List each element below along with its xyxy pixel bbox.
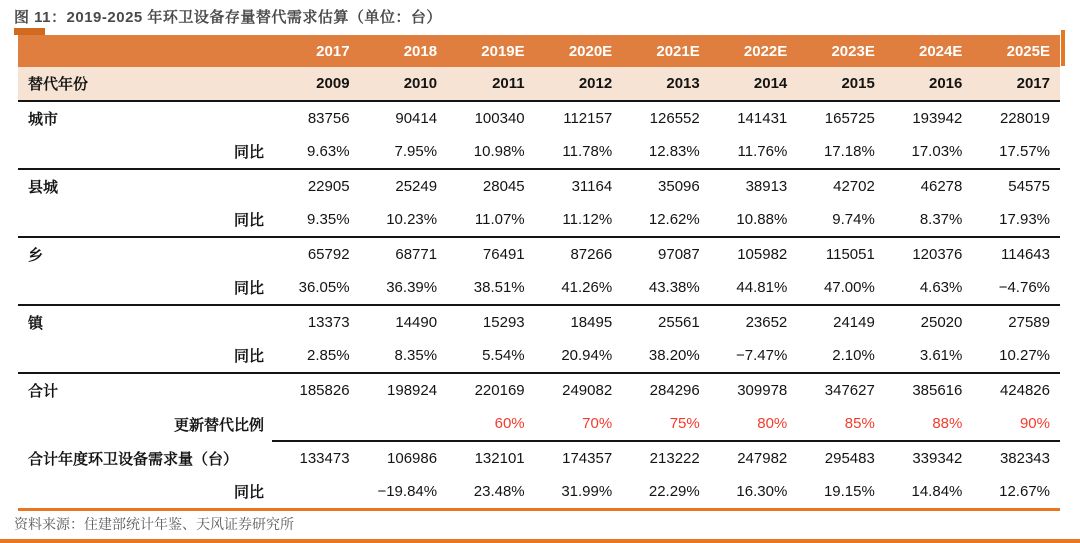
value-cell: 17.57% xyxy=(972,135,1060,169)
value-cell: 126552 xyxy=(649,110,700,127)
value-cell: 284296 xyxy=(649,382,700,399)
value-cell: 16.30% xyxy=(710,475,798,510)
value-cell: 65792 xyxy=(307,246,350,263)
replacement-year-row xyxy=(18,67,1060,101)
value-cell xyxy=(272,407,360,441)
value-cell: 5.54% xyxy=(447,339,535,373)
replacement-year-label: 替代年份 xyxy=(18,67,272,101)
year-header-cell: 2021E xyxy=(622,35,710,67)
value-cell: 36.39% xyxy=(360,271,448,305)
table-row xyxy=(18,169,1060,203)
value-cell: 385616 xyxy=(912,382,963,399)
value-cell: 309978 xyxy=(737,382,788,399)
table-top-right-accent xyxy=(1061,30,1065,66)
value-cell: 9.74% xyxy=(797,203,885,237)
table-row xyxy=(18,237,1060,271)
value-cell: 11.12% xyxy=(535,203,623,237)
value-cell: 75% xyxy=(622,407,710,441)
value-cell: 85% xyxy=(797,407,885,441)
value-cell: 87266 xyxy=(570,246,613,263)
value-cell: 198924 xyxy=(387,382,438,399)
value-cell: 12.67% xyxy=(972,475,1060,510)
value-cell: 43.38% xyxy=(622,271,710,305)
value-cell: 27589 xyxy=(1008,314,1050,331)
value-cell: 339342 xyxy=(912,450,963,467)
value-cell: −19.84% xyxy=(360,475,448,510)
table-row xyxy=(18,101,1060,135)
value-cell: 19.15% xyxy=(797,475,885,510)
value-cell: 17.18% xyxy=(797,135,885,169)
value-cell: 60% xyxy=(447,407,535,441)
value-cell: 120376 xyxy=(912,246,963,263)
replacement-year-cell: 2016 xyxy=(885,67,973,101)
year-header-cell: 2017 xyxy=(272,35,360,67)
value-cell: 7.95% xyxy=(360,135,448,169)
value-cell: 382343 xyxy=(999,450,1050,467)
replacement-year-cell: 2014 xyxy=(710,67,798,101)
value-cell: 41.26% xyxy=(535,271,623,305)
value-cell: 17.03% xyxy=(885,135,973,169)
value-cell: −7.47% xyxy=(710,339,798,373)
value-cell: 106986 xyxy=(387,450,438,467)
value-cell: 112157 xyxy=(563,110,613,127)
replacement-year-cell: 2011 xyxy=(447,67,535,101)
value-cell: 24149 xyxy=(833,314,875,331)
value-cell: 9.35% xyxy=(272,203,360,237)
value-cell: 347627 xyxy=(824,382,875,399)
value-cell: 23.48% xyxy=(447,475,535,510)
value-cell: 247982 xyxy=(737,450,788,467)
value-cell: 38.20% xyxy=(622,339,710,373)
year-header-cell: 2025E xyxy=(972,35,1060,67)
value-cell: 25249 xyxy=(395,178,438,195)
value-cell: 213222 xyxy=(649,450,700,467)
year-header-cell: 2023E xyxy=(797,35,885,67)
row-label: 同比 xyxy=(18,339,272,373)
year-header-cell: 2022E xyxy=(710,35,798,67)
value-cell: 12.83% xyxy=(622,135,710,169)
value-cell: 193942 xyxy=(912,110,963,127)
value-cell: 44.81% xyxy=(710,271,798,305)
table-row xyxy=(18,271,1060,305)
value-cell: 249082 xyxy=(562,382,613,399)
row-label: 同比 xyxy=(18,203,272,237)
value-cell: 185826 xyxy=(299,382,350,399)
value-cell: 76491 xyxy=(482,246,525,263)
value-cell: 100340 xyxy=(474,110,525,127)
year-header-cell: 2024E xyxy=(885,35,973,67)
value-cell: 165725 xyxy=(824,110,875,127)
value-cell: 10.88% xyxy=(710,203,798,237)
value-cell: 174357 xyxy=(562,450,613,467)
value-cell: 15293 xyxy=(482,314,525,331)
page-bottom-rule xyxy=(0,539,1080,543)
value-cell: 11.78% xyxy=(535,135,623,169)
value-cell: 228019 xyxy=(999,110,1050,127)
table-row xyxy=(18,305,1060,339)
table-row xyxy=(18,407,1060,441)
row-label: 乡 xyxy=(28,247,44,264)
value-cell: 23652 xyxy=(745,314,788,331)
year-header-spacer xyxy=(18,35,272,67)
replacement-year-cell: 2010 xyxy=(360,67,448,101)
value-cell: 14.84% xyxy=(885,475,973,510)
value-cell: 18495 xyxy=(570,314,613,331)
replacement-demand-table xyxy=(18,35,1060,511)
value-cell xyxy=(360,407,448,441)
value-cell: 38913 xyxy=(745,178,788,195)
row-label: 城市 xyxy=(28,111,59,128)
value-cell: 28045 xyxy=(482,178,525,195)
value-cell: 80% xyxy=(710,407,798,441)
row-label: 镇 xyxy=(28,315,44,332)
value-cell: 141431 xyxy=(737,110,788,127)
replacement-year-cell: 2015 xyxy=(797,67,885,101)
value-cell: 25020 xyxy=(920,314,963,331)
value-cell: −4.76% xyxy=(972,271,1060,305)
value-cell: 10.98% xyxy=(447,135,535,169)
value-cell: 38.51% xyxy=(447,271,535,305)
row-label: 同比 xyxy=(18,475,272,510)
value-cell: 68771 xyxy=(395,246,438,263)
year-header-cell: 2019E xyxy=(447,35,535,67)
table-row xyxy=(18,135,1060,169)
value-cell: 115051 xyxy=(825,246,875,263)
value-cell: 8.35% xyxy=(360,339,448,373)
value-cell: 14490 xyxy=(395,314,438,331)
row-label: 同比 xyxy=(18,271,272,305)
row-label: 更新替代比例 xyxy=(173,416,264,434)
year-header-row xyxy=(18,35,1060,67)
value-cell: 220169 xyxy=(474,382,525,399)
value-cell xyxy=(272,475,360,510)
value-cell: 10.27% xyxy=(972,339,1060,373)
year-header-cell: 2020E xyxy=(535,35,623,67)
value-cell: 11.07% xyxy=(447,203,535,237)
value-cell: 105982 xyxy=(737,246,788,263)
value-cell: 46278 xyxy=(920,178,963,195)
value-cell: 20.94% xyxy=(535,339,623,373)
value-cell: 35096 xyxy=(658,178,700,195)
value-cell: 90414 xyxy=(395,110,438,127)
replacement-year-cell: 2012 xyxy=(535,67,623,101)
value-cell: 3.61% xyxy=(885,339,973,373)
value-cell: 10.23% xyxy=(360,203,448,237)
value-cell: 97087 xyxy=(658,246,700,263)
value-cell: 133473 xyxy=(299,450,350,467)
replacement-year-cell: 2013 xyxy=(622,67,710,101)
year-header-cell: 2018 xyxy=(360,35,448,67)
row-label: 同比 xyxy=(18,135,272,169)
value-cell: 83756 xyxy=(307,110,350,127)
value-cell: 132101 xyxy=(474,450,525,467)
row-label: 合计 xyxy=(28,383,59,400)
table-row xyxy=(18,373,1060,407)
table-row xyxy=(18,441,1060,475)
replacement-year-cell: 2017 xyxy=(972,67,1060,101)
value-cell: 11.76% xyxy=(710,135,798,169)
source-note: 资料来源：住建部统计年鉴、天风证券研究所 xyxy=(14,516,294,532)
figure-title: 图 11：2019-2025 年环卫设备存量替代需求估算（单位：台） xyxy=(14,9,442,26)
value-cell: 22.29% xyxy=(622,475,710,510)
row-label: 合计年度环卫设备需求量（台） xyxy=(28,450,239,468)
value-cell: 25561 xyxy=(658,314,700,331)
value-cell: 424826 xyxy=(999,382,1050,399)
value-cell: 295483 xyxy=(824,450,875,467)
replacement-year-cell: 2009 xyxy=(272,67,360,101)
table-row xyxy=(18,203,1060,237)
value-cell: 54575 xyxy=(1008,178,1050,195)
value-cell: 8.37% xyxy=(885,203,973,237)
value-cell: 70% xyxy=(535,407,623,441)
value-cell: 47.00% xyxy=(797,271,885,305)
row-label: 县城 xyxy=(28,179,59,196)
value-cell: 90% xyxy=(972,407,1060,441)
value-cell: 36.05% xyxy=(272,271,360,305)
value-cell: 31164 xyxy=(571,178,613,195)
table-row xyxy=(18,475,1060,510)
value-cell: 9.63% xyxy=(272,135,360,169)
value-cell: 12.62% xyxy=(622,203,710,237)
value-cell: 42702 xyxy=(833,178,875,195)
value-cell: 114643 xyxy=(1001,246,1050,263)
value-cell: 2.85% xyxy=(272,339,360,373)
value-cell: 17.93% xyxy=(972,203,1060,237)
value-cell: 22905 xyxy=(307,178,350,195)
table-top-left-accent xyxy=(14,28,45,35)
value-cell: 13373 xyxy=(307,314,350,331)
value-cell: 88% xyxy=(885,407,973,441)
value-cell: 2.10% xyxy=(797,339,885,373)
value-cell: 4.63% xyxy=(885,271,973,305)
value-cell: 31.99% xyxy=(535,475,623,510)
table-row xyxy=(18,339,1060,373)
